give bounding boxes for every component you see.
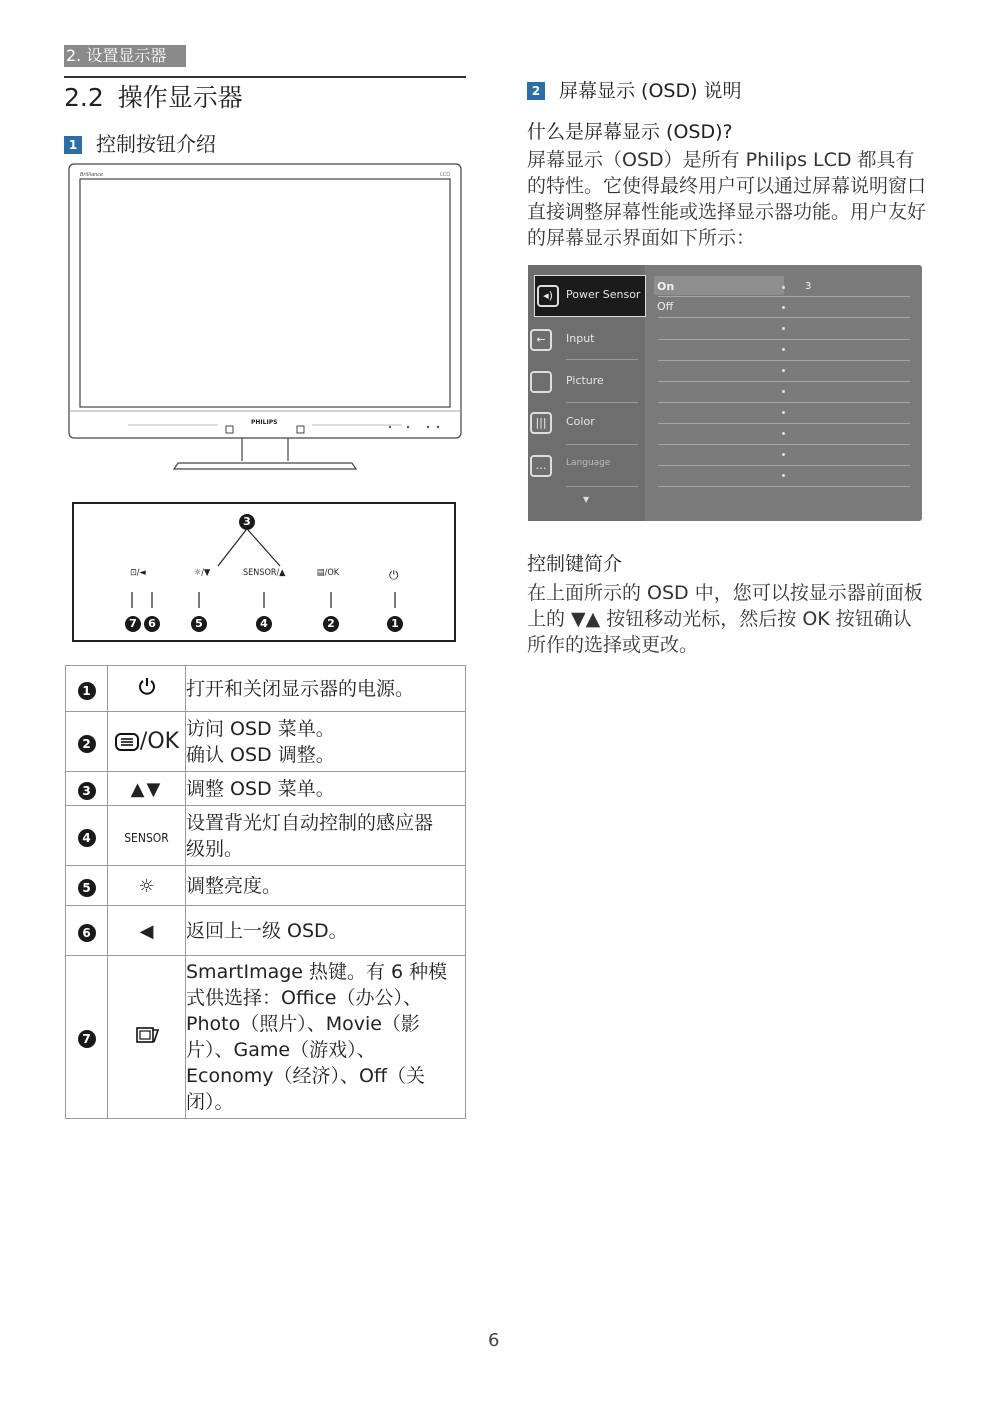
picture-icon bbox=[530, 371, 552, 393]
sensor-icon: SENSOR bbox=[124, 830, 169, 845]
callout-7: 7 bbox=[125, 616, 141, 632]
controls-table bbox=[65, 665, 466, 1119]
row-desc-line: 式供选择：Office（办公）、 bbox=[186, 987, 422, 1009]
osd-row-line bbox=[658, 296, 910, 297]
osd-option-off: Off bbox=[657, 300, 674, 313]
row-desc-line: 闭）。 bbox=[186, 1091, 234, 1113]
callout-2: 2 bbox=[323, 616, 339, 632]
controls-intro-title: 控制按钮介绍 bbox=[96, 132, 216, 156]
table-row bbox=[66, 712, 466, 772]
chapter-tab: 2. 设置显示器 bbox=[64, 45, 186, 67]
osd-item-label: Language bbox=[566, 458, 611, 468]
panel-label-smartimage: ⊡/◄ bbox=[130, 568, 146, 578]
callout-6: 6 bbox=[144, 616, 160, 632]
monitor-illustration bbox=[68, 163, 462, 473]
row-number: 7 bbox=[78, 1030, 96, 1048]
osd-divider bbox=[566, 486, 638, 487]
osd-row-line bbox=[658, 465, 910, 466]
osd-item-language bbox=[528, 446, 645, 488]
osd-value: 3 bbox=[805, 281, 812, 292]
row-desc-line: 访问 OSD 菜单。 bbox=[186, 717, 335, 740]
monitor-brand-bottom: PHILIPS bbox=[251, 419, 278, 426]
osd-menu-screenshot bbox=[528, 265, 922, 521]
page-number: 6 bbox=[488, 1330, 500, 1351]
osd-item-label: Color bbox=[566, 415, 595, 428]
callout-1: 1 bbox=[387, 616, 403, 632]
row-desc-line: 调整亮度。 bbox=[186, 874, 282, 897]
osd-item-label: Picture bbox=[566, 374, 604, 387]
osd-item-label: Input bbox=[566, 332, 595, 345]
brightness-icon: ☼ bbox=[138, 875, 155, 897]
keys-heading: 控制键简介 bbox=[527, 553, 623, 575]
smartimage-icon bbox=[134, 1025, 160, 1045]
input-icon: ← bbox=[530, 329, 552, 351]
table-row bbox=[66, 806, 466, 866]
osd-item-label: Power Sensor bbox=[566, 288, 641, 301]
row-desc-line: SmartImage 热键。有 6 种模 bbox=[186, 961, 448, 983]
row-number: 3 bbox=[78, 782, 96, 800]
osd-row-line bbox=[658, 339, 910, 340]
section-title bbox=[64, 78, 243, 114]
osd-row-line bbox=[658, 381, 910, 382]
callout-3: 3 bbox=[239, 514, 255, 530]
section-title-text: 操作显示器 bbox=[117, 83, 243, 112]
color-icon: ||| bbox=[530, 412, 552, 434]
row-desc-line: Economy（经济）、Off（关 bbox=[186, 1065, 426, 1087]
row-desc-line: 返回上一级 OSD。 bbox=[186, 919, 348, 942]
power-icon bbox=[137, 676, 157, 696]
osd-scroll-down-icon: ▼ bbox=[583, 495, 590, 504]
table-row bbox=[66, 906, 466, 956]
row-desc-line: 设置背光灯自动控制的感应器 bbox=[186, 811, 434, 834]
osd-divider bbox=[566, 444, 638, 445]
section-badge: 2 bbox=[527, 82, 545, 100]
osd-row-line bbox=[658, 317, 910, 318]
osd-question: 什么是屏幕显示 (OSD)? bbox=[527, 121, 733, 143]
row-desc-line: 片）、Game（游戏）、 bbox=[186, 1039, 376, 1061]
row-number: 1 bbox=[78, 682, 96, 700]
osd-row-line bbox=[658, 486, 910, 487]
table-row bbox=[66, 956, 466, 1119]
button-panel-diagram bbox=[72, 502, 456, 642]
row-desc-line: 级别。 bbox=[186, 837, 244, 860]
panel-label-brightness: ☼/▼ bbox=[194, 568, 211, 578]
osd-divider bbox=[566, 359, 638, 360]
panel-label-power: ⏻ bbox=[389, 568, 399, 582]
row-number: 2 bbox=[78, 735, 96, 753]
osd-section-heading bbox=[527, 76, 742, 103]
row-desc-line: Photo（照片）、Movie（影 bbox=[186, 1013, 420, 1035]
panel-label-sensor: SENSOR/▲ bbox=[243, 568, 286, 578]
osd-section-title: 屏幕显示 (OSD) 说明 bbox=[559, 80, 742, 102]
row-number: 5 bbox=[78, 879, 96, 897]
table-row bbox=[66, 866, 466, 906]
row-number: 6 bbox=[78, 924, 96, 942]
osd-row-line bbox=[658, 444, 910, 445]
callout-5: 5 bbox=[191, 616, 207, 632]
osd-option-on: On bbox=[657, 280, 675, 293]
osd-item-picture bbox=[528, 362, 645, 404]
section-number: 2.2 bbox=[64, 83, 104, 112]
osd-row-line bbox=[658, 423, 910, 424]
row-desc-line: 打开和关闭显示器的电源。 bbox=[186, 677, 415, 700]
osd-item-input bbox=[528, 320, 645, 362]
table-row bbox=[66, 772, 466, 806]
panel-label-menu-ok: ▤/OK bbox=[317, 568, 340, 578]
table-row bbox=[66, 666, 466, 712]
up-down-icon: ▲▼ bbox=[130, 778, 163, 800]
row-number: 4 bbox=[78, 829, 96, 847]
row-desc-line: 确认 OSD 调整。 bbox=[186, 743, 335, 766]
osd-row-line bbox=[658, 402, 910, 403]
osd-item-color bbox=[528, 403, 645, 445]
osd-row-line bbox=[658, 360, 910, 361]
power-sensor-icon: ◂) bbox=[537, 285, 559, 307]
keys-paragraph: 在上面所示的 OSD 中，您可以按显示器前面板上的 ▼▲ 按钮移动光标，然后按 OK 按钮确认所作的选择或更改。 bbox=[527, 582, 923, 656]
menu-ok-label: /OK bbox=[139, 729, 180, 754]
row-desc-line: 调整 OSD 菜单。 bbox=[186, 777, 335, 800]
controls-intro-heading bbox=[64, 128, 216, 157]
callout-4: 4 bbox=[256, 616, 272, 632]
back-icon: ◀ bbox=[139, 920, 154, 942]
section-badge: 1 bbox=[64, 136, 82, 154]
osd-item-power-sensor bbox=[534, 275, 646, 317]
monitor-brand-top-right: LCD bbox=[440, 172, 451, 178]
monitor-brand-top-left: Brilliance bbox=[80, 172, 104, 178]
osd-paragraph: 屏幕显示（OSD）是所有 Philips LCD 都具有的特性。它使得最终用户可以通过屏幕说明窗口直接调整屏幕性能或选择显示器功能。用户友好的屏幕显示界面如下所示： bbox=[527, 149, 927, 249]
language-icon: … bbox=[530, 455, 552, 477]
menu-ok-icon bbox=[114, 732, 140, 752]
